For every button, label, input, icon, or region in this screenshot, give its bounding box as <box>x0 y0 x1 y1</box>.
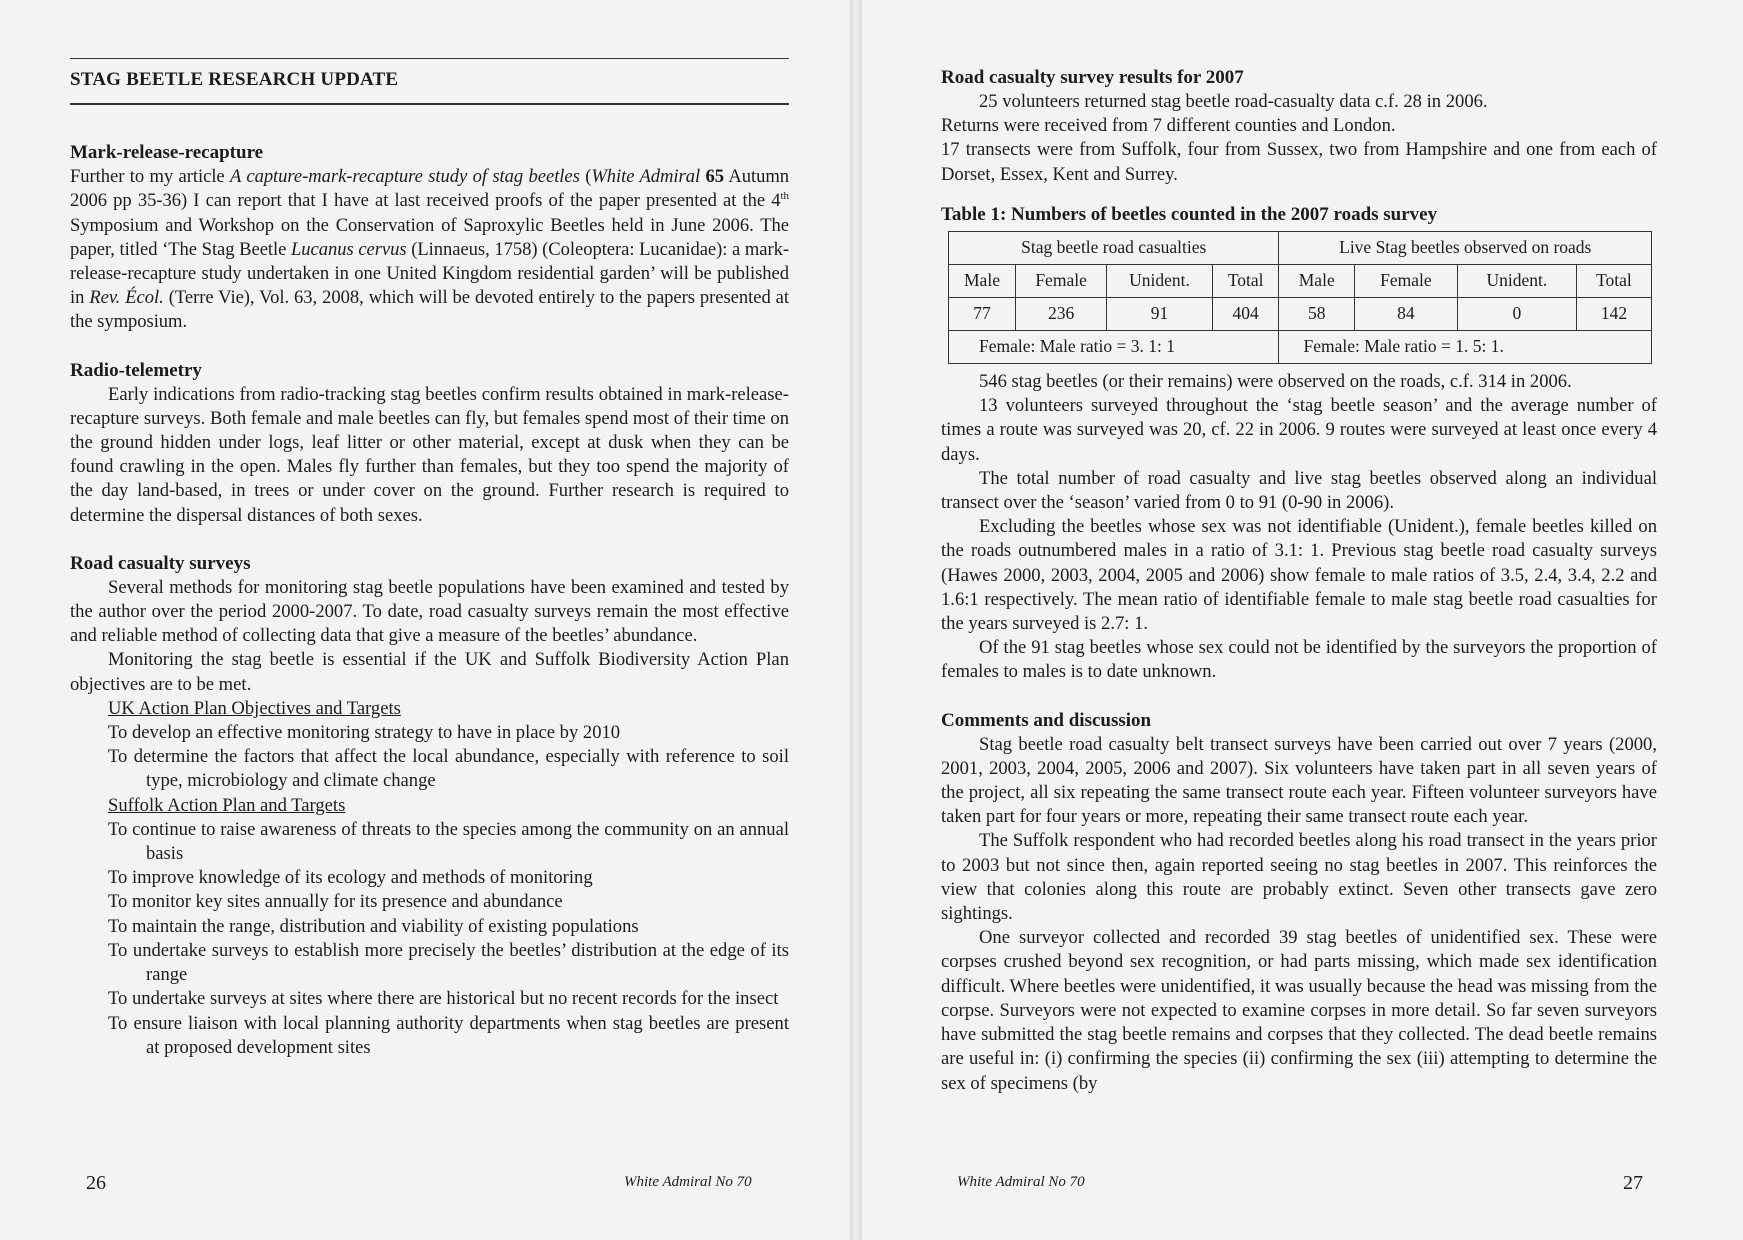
paragraph: 25 volunteers returned stag beetle road-casualty data c.f. 28 in 2006. <box>979 91 1488 112</box>
left-column <box>70 58 789 1060</box>
paragraph: Several methods for monitoring stag beetle populations have been examined and tested by the author over the period 2000-2007. To date, road casualty surveys remain the most effective and reliable method of collecting data that give a measure of the beetles’ abundance. <box>70 576 789 647</box>
list-item: To undertake surveys to establish more precisely the beetles’ distribution at the edge of its range <box>108 939 789 986</box>
column-header: Total <box>1576 265 1651 298</box>
top-rule <box>70 58 789 59</box>
table-ratio-row <box>949 331 1652 364</box>
book-gutter <box>850 0 862 1240</box>
list-item: To ensure liaison with local planning authority departments when stag beetles are present at proposed development sites <box>108 1012 789 1058</box>
section-heading: Road casualty survey results for 2007 <box>941 67 1244 88</box>
list-item: To develop an effective monitoring strategy to have in place by 2010 <box>108 722 621 744</box>
right-column <box>941 66 1657 1096</box>
table-row <box>949 298 1652 331</box>
paragraph: The Suffolk respondent who had recorded beetles along his road transect in the years prior to 2003 but not since then, again reported seeing no stag beetles in 2007. This reinforces the view that colonies along this route are probably extinct. Seven other transects gave zero sightings. <box>941 830 1657 925</box>
table-cell: 236 <box>1015 298 1106 331</box>
table-cell: 91 <box>1107 298 1213 331</box>
paragraph: 17 transects were from Suffolk, four from Sussex, two from Hampshire and one from each of Dorset, Essex, Kent and Surrey. <box>941 139 1657 185</box>
section-heading: Road casualty surveys <box>70 552 251 574</box>
paragraph: The total number of road casualty and live stag beetles observed along an individual transect over the ‘season’ varied from 0 to 91 (0-90 in 2006). <box>941 467 1657 514</box>
column-header: Female <box>1015 265 1106 298</box>
paragraph: Excluding the beetles whose sex was not identifiable (Unident.), female beetles killed on the roads outnumbered males in a ratio of 3.1: 1. Previous stag beetle road casualty surveys (Hawes 2000, 2003, 2004, 2005 and 2006) show female to male ratios of 3.5, 2.4, 3.4, 2.2 and 1.6:1 respectively. The mean ratio of identifiable female to male stag beetle road casualties for the years surveyed is 2.7: 1. <box>941 516 1657 635</box>
list-item: To determine the factors that affect the local abundance, especially with reference to soil type, microbiology and climate change <box>108 746 789 792</box>
ratio-cell: Female: Male ratio = 3. 1: 1 <box>949 331 1279 364</box>
list-item: To continue to raise awareness of threats to the species among the community on an annual basis <box>108 818 789 865</box>
table-group-header: Live Stag beetles observed on roads <box>1279 232 1652 265</box>
table-group-header: Stag beetle road casualties <box>949 232 1279 265</box>
right-page <box>862 0 1743 1240</box>
table-cell: 142 <box>1576 298 1651 331</box>
column-header: Male <box>949 265 1016 298</box>
paragraph: Of the 91 stag beetles whose sex could not be identified by the surveyors the proportion of females to males is to date unknown. <box>941 637 1657 683</box>
column-header: Male <box>1279 265 1355 298</box>
paragraph: 13 volunteers surveyed throughout the ‘stag beetle season’ and the average number of times a route was surveyed was 20, cf. 22 in 2006. 9 routes were surveyed at least once every 4 days. <box>941 395 1657 465</box>
table-header-row <box>949 265 1652 298</box>
list-item: To undertake surveys at sites where there are historical but no recent records for the insect <box>108 988 779 1010</box>
section-heading: Mark-release-recapture <box>70 142 264 164</box>
left-page <box>0 0 850 1240</box>
column-header: Total <box>1212 265 1279 298</box>
list-heading: UK Action Plan Objectives and Targets <box>108 697 401 719</box>
table-cell: 58 <box>1279 298 1355 331</box>
footer-title: White Admiral No 70 <box>957 1174 1085 1190</box>
list-item: To maintain the range, distribution and viability of existing populations <box>108 915 639 937</box>
table-cell: 84 <box>1354 298 1457 331</box>
list-item: To monitor key sites annually for its presence and abundance <box>108 891 563 913</box>
column-header: Unident. <box>1457 265 1576 298</box>
paragraph: 546 stag beetles (or their remains) were observed on the roads, c.f. 314 in 2006. <box>979 371 1572 393</box>
table-group-row <box>949 232 1652 265</box>
list-heading: Suffolk Action Plan and Targets <box>108 794 346 816</box>
section-heading: Radio-telemetry <box>70 359 202 381</box>
paragraph: Further to my article A capture-mark-recapture study of stag beetles (White Admiral 65 Autumn 2006 pp 35-36) I can report that I have at last received proofs of the paper presented at the 4th Symposium and Workshop on the Conservation of Saproxylic Beetles held in June 2006. The paper, titled ‘The Stag Beetle Lucanus cervus (Linnaeus, 1758) (Coleoptera: Lucanidae): a mark-release-recapture study undertaken in one United Kingdom residential garden’ will be published in Rev. Écol. (Terre Vie), Vol. 63, 2008, which will be devoted entirely to the papers presented at the symposium. <box>70 166 789 333</box>
running-head: STAG BEETLE RESEARCH UPDATE <box>70 69 399 90</box>
table-caption: Table 1: Numbers of beetles counted in the 2007 roads survey <box>941 203 1438 225</box>
table-cell: 77 <box>949 298 1016 331</box>
paragraph: Stag beetle road casualty belt transect surveys have been carried out over 7 years (2000, 2001, 2003, 2004, 2005, 2006 and 2007). Six volunteers have taken part in all seven years of the project, all six repeating the same transect route each year. Fifteen volunteer surveyors have taken part for four years or more, repeating their same transect route each year. <box>941 733 1657 828</box>
footer-title: White Admiral No 70 <box>624 1174 752 1190</box>
column-header: Unident. <box>1107 265 1213 298</box>
page-number: 26 <box>86 1172 106 1194</box>
table-cell: 404 <box>1212 298 1279 331</box>
page-number: 27 <box>1623 1172 1643 1194</box>
column-header: Female <box>1354 265 1457 298</box>
ratio-cell: Female: Male ratio = 1. 5: 1. <box>1279 331 1652 364</box>
table-cell: 0 <box>1457 298 1576 331</box>
section-heading: Comments and discussion <box>941 709 1152 731</box>
paragraph: Early indications from radio-tracking stag beetles confirm results obtained in mark-release-recapture surveys. Both female and male beetles can fly, but females spend most of their time on the ground hidden under logs, leaf litter or other material, except at dusk when they can be found crawling in the open. Males fly further than females, but they too spend the majority of the day land-based, in trees or under cover on the ground. Further research is required to determine the dispersal distances of both sexes. <box>70 383 789 526</box>
list-item: To improve knowledge of its ecology and methods of monitoring <box>108 867 593 889</box>
paragraph: Monitoring the stag beetle is essential if the UK and Suffolk Biodiversity Action Plan objectives are to be met. <box>70 649 789 695</box>
paragraph: Returns were received from 7 different counties and London. <box>941 115 1396 137</box>
paragraph: One surveyor collected and recorded 39 stag beetles of unidentified sex. These were corpses crushed beyond sex recognition, or had parts missing, which made sex identification difficult. Where beetles were unidentified, it was usually because the head was missing from the corpse. Surveyors were not expected to examine corpses in more detail. So far seven surveyors have submitted the stag beetle remains and corpses that they collected. The dead beetle remains are useful in: (i) confirming the species (ii) confirming the sex (iii) attempting to determine the sex of specimens (by <box>941 927 1657 1094</box>
beetle-count-table <box>948 231 1652 364</box>
